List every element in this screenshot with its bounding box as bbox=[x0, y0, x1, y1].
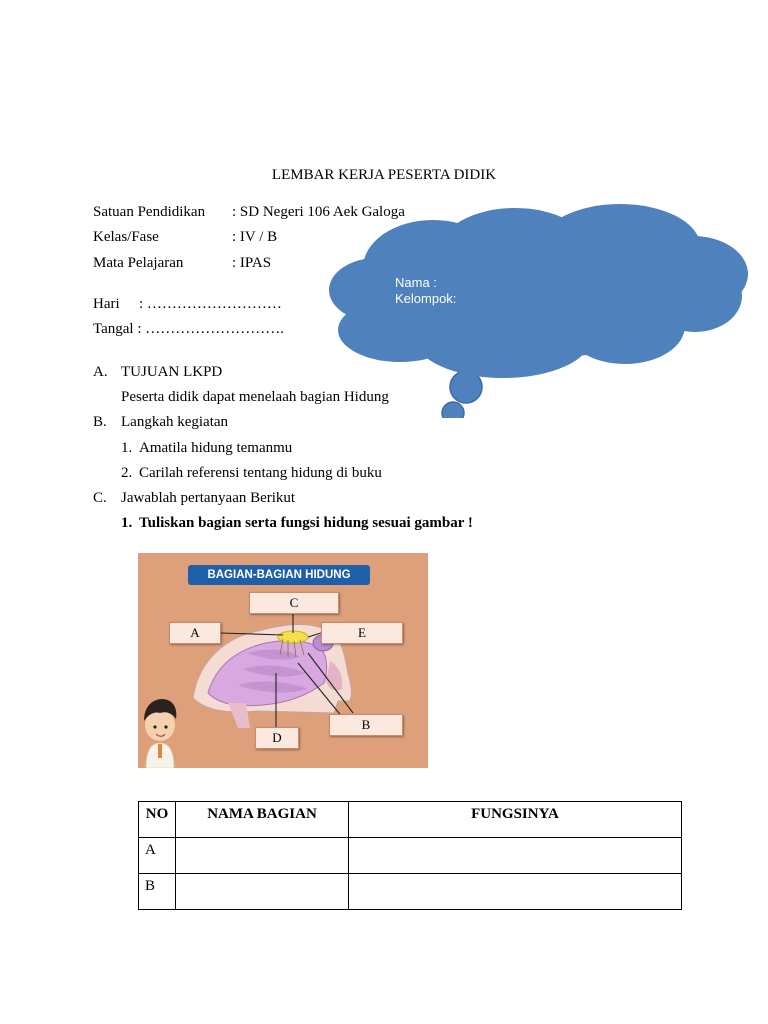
label-a: A bbox=[169, 622, 221, 644]
label-e: E bbox=[321, 622, 403, 644]
section-c-marker: C. bbox=[93, 490, 107, 506]
step-2-num: 2. bbox=[121, 465, 133, 481]
identity-label-mapel: Mata Pelajaran bbox=[93, 255, 184, 271]
step-2-text: Carilah referensi tentang hidung di buku bbox=[139, 465, 382, 481]
section-a-title: TUJUAN LKPD bbox=[121, 364, 223, 380]
row-b-fungsi-cell[interactable] bbox=[349, 874, 682, 910]
section-a-text: Peserta didik dapat menelaah bagian Hidung bbox=[121, 389, 389, 405]
section-b-marker: B. bbox=[93, 414, 107, 430]
step-1-num: 1. bbox=[121, 440, 133, 456]
cloud-kelompok: Kelompok: bbox=[395, 291, 457, 306]
row-a-no: A bbox=[139, 838, 176, 874]
row-b-nama-cell[interactable] bbox=[176, 874, 349, 910]
row-a-nama-cell[interactable] bbox=[176, 838, 349, 874]
table-row bbox=[139, 874, 682, 910]
section-c-title: Jawablah pertanyaan Berikut bbox=[121, 490, 296, 506]
header-fungsinya: FUNGSINYA bbox=[349, 802, 682, 838]
label-b: B bbox=[329, 714, 403, 736]
label-d: D bbox=[255, 727, 299, 749]
header-no: NO bbox=[139, 802, 176, 838]
nose-anatomy-figure bbox=[138, 553, 428, 768]
identity-value-mapel: : IPAS bbox=[232, 255, 272, 271]
question-1-text: Tuliskan bagian serta fungsi hidung sesuai gambar ! bbox=[139, 515, 473, 531]
section-b-title: Langkah kegiatan bbox=[121, 414, 229, 430]
answer-table bbox=[138, 801, 682, 910]
thought-cloud bbox=[325, 198, 750, 418]
question-1-num: 1. bbox=[121, 515, 133, 531]
child-avatar bbox=[144, 699, 176, 768]
figure-title: BAGIAN-BAGIAN HIDUNG bbox=[188, 565, 370, 585]
identity-label-satuan: Satuan Pendidikan bbox=[93, 204, 206, 220]
row-a-fungsi-cell[interactable] bbox=[349, 838, 682, 874]
page-title: LEMBAR KERJA PESERTA DIDIK bbox=[271, 167, 497, 183]
identity-value-satuan: : SD Negeri 106 Aek Galoga bbox=[232, 204, 405, 220]
hari-label: Hari bbox=[93, 296, 120, 312]
table-header-row bbox=[139, 802, 682, 838]
table-row bbox=[139, 838, 682, 874]
identity-value-kelas: : IV / B bbox=[232, 229, 278, 245]
identity-label-kelas: Kelas/Fase bbox=[93, 229, 159, 245]
header-nama-bagian: NAMA BAGIAN bbox=[176, 802, 349, 838]
step-1-text: Amatila hidung temanmu bbox=[139, 440, 293, 456]
hari-value: : ……………………… bbox=[139, 296, 282, 312]
section-a-marker: A. bbox=[93, 364, 108, 380]
label-c: C bbox=[249, 592, 339, 614]
row-b-no: B bbox=[139, 874, 176, 910]
cloud-nama: Nama : bbox=[395, 275, 437, 290]
tangal-line: Tangal : ………………………. bbox=[93, 321, 285, 337]
